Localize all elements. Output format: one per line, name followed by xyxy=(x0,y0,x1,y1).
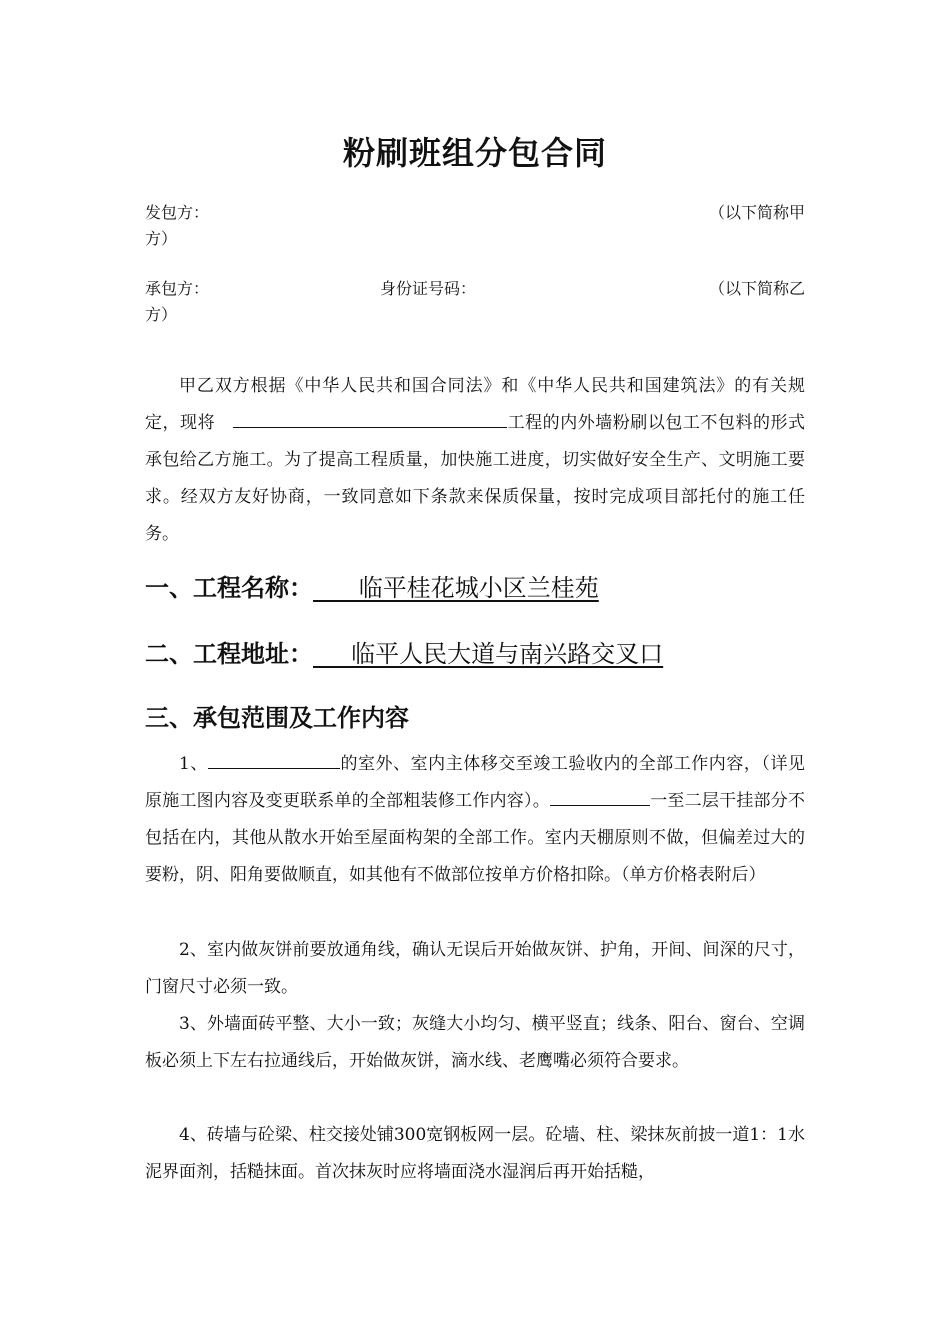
clause-2 xyxy=(145,932,805,1006)
clause-4-text: 4、砖墙与砼梁、柱交接处铺300宽钢板网一层。砼墙、柱、梁抹灰前披一道1：1水泥界面剂，括糙抹面。首次抹灰时应将墙面浇水湿润后再开始括糙， xyxy=(145,1125,805,1182)
id-number-label: 身份证号码： xyxy=(380,279,477,298)
clause-3-text: 3、外墙面砖平整、大小一致；灰缝大小均匀、横平竖直；线条、阳台、窗台、空调板必须上下左右拉通线后，开始做灰饼，滴水线、老鹰嘴必须符合要求。 xyxy=(145,1014,805,1071)
clause-4 xyxy=(145,1117,805,1191)
clause-1-blank-b xyxy=(550,783,650,806)
clause-3 xyxy=(145,1006,805,1080)
party-b-suffix-wrap: 方） xyxy=(145,305,178,324)
section-1-label: 一、工程名称： xyxy=(145,574,313,602)
party-a-suffix: （以下简称甲 xyxy=(708,203,805,222)
project-address-value: 临平人民大道与南兴路交叉口 xyxy=(313,640,664,668)
party-b-label: 承包方： xyxy=(145,279,210,298)
clause-1-number: 1、 xyxy=(179,754,208,774)
party-b-line xyxy=(145,276,805,328)
party-a-suffix-wrap: 方） xyxy=(145,229,178,248)
section-project-name xyxy=(145,568,599,603)
clause-1 xyxy=(145,746,805,894)
section-2-label: 二、工程地址： xyxy=(145,640,313,668)
section-project-address xyxy=(145,634,663,669)
clause-2-text: 2、室内做灰饼前要放通角线，确认无误后开始做灰饼、护角，开间、间深的尺寸，门窗尺寸必须一致。 xyxy=(145,940,805,997)
project-name-value: 临平桂花城小区兰桂苑 xyxy=(313,574,599,602)
project-name-blank xyxy=(233,405,507,428)
section-3-label: 三、承包范围及工作内容 xyxy=(145,704,409,732)
intro-text-2: 工程的内外墙粉刷以包工不包料的形式承包给乙方施工。为了提高工程质量，加快施工进度，切实做好安全生产、文明施工要求。经双方友好协商，一致同意如下条款来保质保量，按时完成项目部托付的施工任务。 xyxy=(145,413,806,544)
document-title: 粉刷班组分包合同 xyxy=(342,134,607,172)
party-a-line xyxy=(145,200,805,252)
intro-paragraph xyxy=(145,368,805,553)
clause-1-text-a: 的室外、室内主体移交至竣工验收内的全部工作内容，（详见原施工图内容及变更联系单的全部粗装修工作内容）。 xyxy=(145,754,805,811)
party-b-suffix: （以下简称乙 xyxy=(708,279,805,298)
section-scope-heading xyxy=(145,698,409,733)
clause-1-blank-a xyxy=(208,746,340,769)
intro-text-1: 甲乙双方根据《中华人民共和国合同法》和《中华人民共和国建筑法》的有关规定，现将 xyxy=(145,376,805,433)
clause-1-text-b: 一至二层干挂部分不包括在内，其他从散水开始至屋面构架的全部工作。室内天棚原则不做，但偏差过大的要粉，阴、阳角要做顺直，如其他有不做部位按单方价格扣除。（单方价格表附后） xyxy=(145,791,806,885)
party-a-label: 发包方： xyxy=(145,203,210,222)
